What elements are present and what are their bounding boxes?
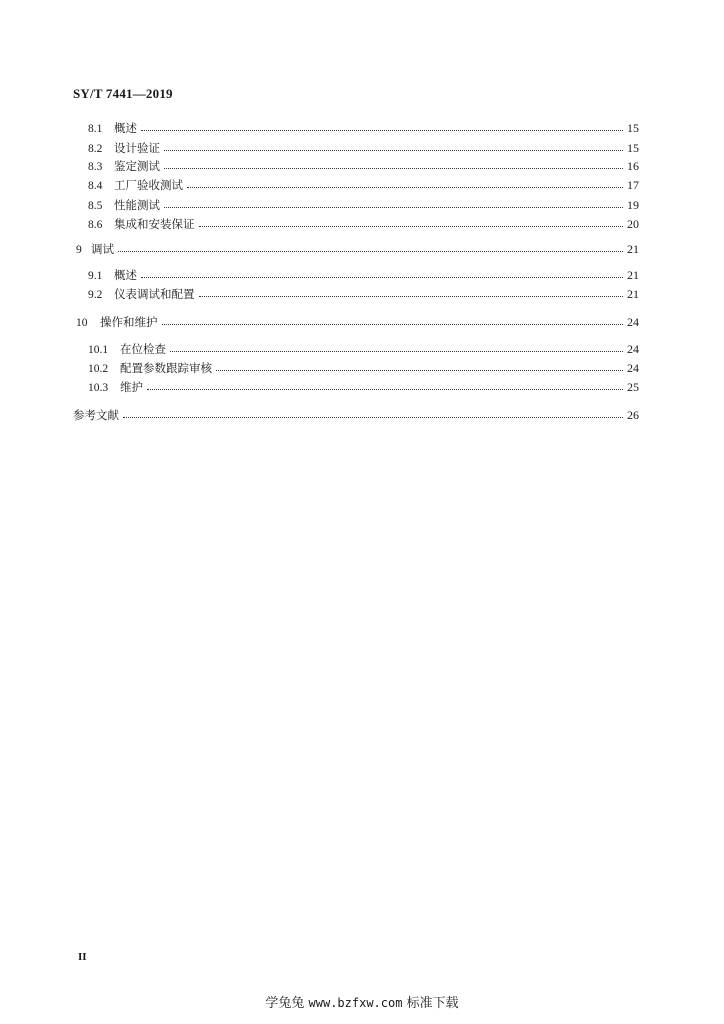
toc-entry[interactable] <box>73 406 639 424</box>
toc-title: 概述 <box>114 121 137 135</box>
page-number-roman: II <box>78 951 87 963</box>
toc-leader-dots <box>118 250 623 252</box>
standard-number-header: SY/T 7441—2019 <box>73 86 173 101</box>
toc-title: 概述 <box>114 268 137 282</box>
toc-number: 10.2 <box>88 363 109 375</box>
toc-title: 参考文献 <box>73 408 119 422</box>
toc-number: 8.2 <box>88 143 103 155</box>
toc-title: 集成和安装保证 <box>114 217 195 231</box>
toc-leader-dots <box>170 350 623 352</box>
toc-title: 工厂验收测试 <box>114 178 183 192</box>
toc-number: 10.1 <box>88 344 109 356</box>
toc-leader-dots <box>147 388 623 390</box>
toc-title: 性能测试 <box>114 198 160 212</box>
toc-page: 21 <box>627 242 639 256</box>
toc-number: 10 <box>76 317 88 329</box>
toc-entry[interactable] <box>88 359 639 377</box>
toc-entry[interactable] <box>88 157 639 175</box>
toc-entry[interactable] <box>88 176 639 194</box>
toc-page: 16 <box>627 159 639 173</box>
toc-page: 25 <box>627 380 639 394</box>
toc-page: 20 <box>627 217 639 231</box>
toc-leader-dots <box>162 323 624 325</box>
toc-entry[interactable] <box>76 313 639 331</box>
toc-title: 在位检查 <box>120 342 166 356</box>
toc-entry[interactable] <box>88 196 639 214</box>
toc-number: 9.2 <box>88 289 103 301</box>
toc-title: 维护 <box>120 380 143 394</box>
toc-page: 24 <box>627 361 639 375</box>
toc-page: 21 <box>627 268 639 282</box>
toc-entry[interactable] <box>88 285 639 303</box>
toc-leader-dots <box>164 149 623 151</box>
toc-entry[interactable] <box>88 266 639 284</box>
watermark-footer <box>0 992 724 1011</box>
toc-page: 15 <box>627 121 639 135</box>
toc-entry[interactable] <box>88 119 639 137</box>
toc-page: 19 <box>627 198 639 212</box>
toc-page: 24 <box>627 342 639 356</box>
toc-number: 8.1 <box>88 123 103 135</box>
toc-number: 10.3 <box>88 382 109 394</box>
toc-leader-dots <box>216 369 623 371</box>
toc-number: 8.5 <box>88 200 103 212</box>
toc-title: 设计验证 <box>114 141 160 155</box>
toc-leader-dots <box>141 129 623 131</box>
toc-title: 调试 <box>91 242 114 256</box>
toc-number: 8.3 <box>88 161 103 173</box>
toc-page: 17 <box>627 178 639 192</box>
toc-entry[interactable] <box>88 139 639 157</box>
toc-leader-dots <box>199 295 624 297</box>
toc-leader-dots <box>164 206 623 208</box>
toc-title: 鉴定测试 <box>114 159 160 173</box>
toc-number: 8.4 <box>88 180 103 192</box>
toc-page: 26 <box>627 408 639 422</box>
toc-title: 仪表调试和配置 <box>114 287 195 301</box>
toc-entry[interactable] <box>88 378 639 396</box>
toc-leader-dots <box>187 186 623 188</box>
toc-page: 21 <box>627 287 639 301</box>
toc-leader-dots <box>141 276 623 278</box>
toc-number: 9.1 <box>88 270 103 282</box>
toc-title: 操作和维护 <box>100 315 158 329</box>
toc-title: 配置参数跟踪审核 <box>120 361 212 375</box>
toc-leader-dots <box>123 416 623 418</box>
toc-leader-dots <box>164 167 623 169</box>
footer-site-link[interactable]: www.bzfxw.com <box>308 996 403 1010</box>
footer-brand: 学兔兔 <box>265 996 305 1011</box>
toc-page: 15 <box>627 141 639 155</box>
footer-tagline: 标准下载 <box>406 996 459 1011</box>
toc-number: 9 <box>76 244 82 256</box>
toc-leader-dots <box>199 225 624 227</box>
toc-page: 24 <box>627 315 639 329</box>
toc-entry[interactable] <box>76 240 639 258</box>
toc-entry[interactable] <box>88 340 639 358</box>
toc-entry[interactable] <box>88 215 639 233</box>
toc-number: 8.6 <box>88 219 103 231</box>
